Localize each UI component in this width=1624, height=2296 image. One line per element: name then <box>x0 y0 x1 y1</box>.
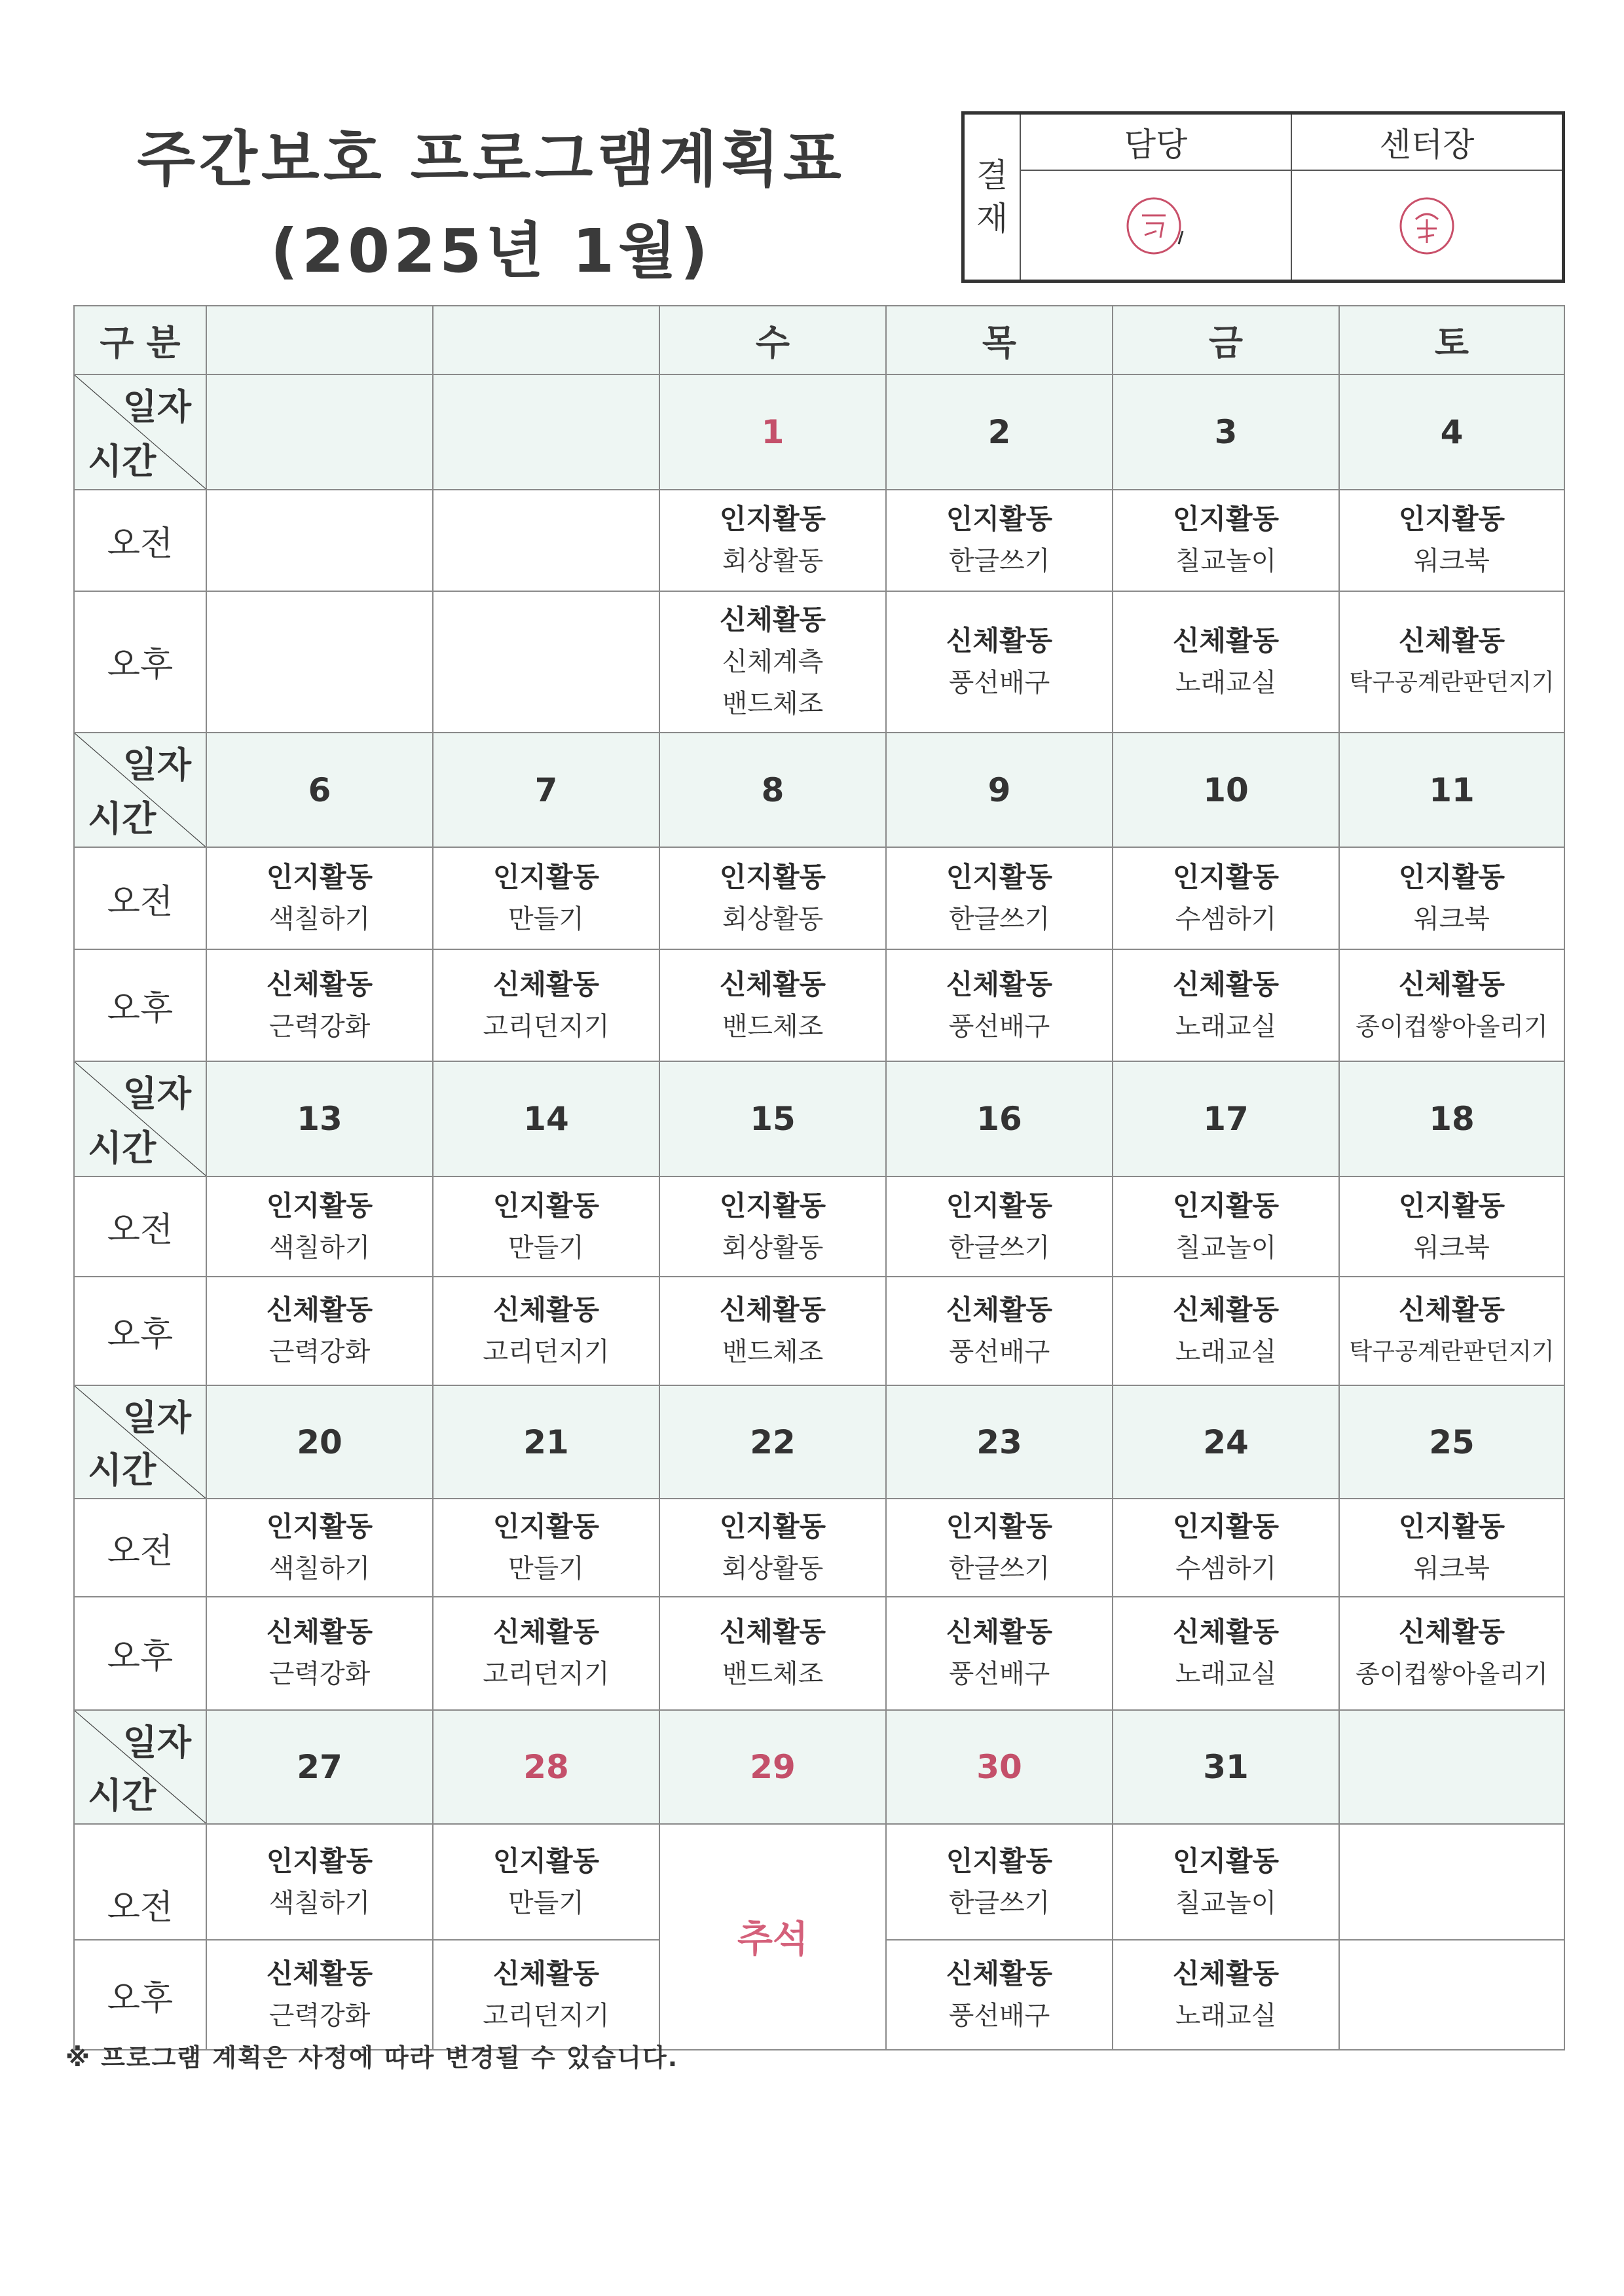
approval-sign-staff <box>1020 170 1291 280</box>
date-cell: 21 <box>433 1385 659 1499</box>
date-cell: 7 <box>433 733 659 848</box>
page-subtitle: (2025년 1월) <box>270 216 712 286</box>
activity-cell: 인지활동 워크북 <box>1339 847 1564 949</box>
row-label-am: 오전 <box>74 847 206 949</box>
date-cell: 31 <box>1113 1710 1339 1824</box>
activity-cell: 인지활동 한글쓰기 <box>886 1499 1113 1596</box>
activity-cell: 인지활동 색칠하기 <box>206 1824 433 1941</box>
am-row <box>74 490 1564 591</box>
row-label-pm: 오후 <box>74 1940 206 2050</box>
header-day: 수 <box>659 306 886 374</box>
approval-sign-director <box>1291 170 1562 280</box>
date-cell-holiday: 29 <box>659 1710 886 1824</box>
activity-cell: 인지활동 수셈하기 <box>1113 847 1339 949</box>
date-row <box>74 733 1564 848</box>
activity-cell: 신체활동 노래교실 <box>1113 949 1339 1062</box>
holiday-cell <box>659 1824 886 2050</box>
am-row <box>74 847 1564 949</box>
activity-cell: 신체활동 탁구공계란판던지기 <box>1339 591 1564 733</box>
activity-cell: 신체활동 밴드체조 <box>659 1277 886 1385</box>
date-time-corner: 일자 시간 <box>74 374 206 490</box>
date-cell: 24 <box>1113 1385 1339 1499</box>
row-label-pm: 오후 <box>74 949 206 1062</box>
activity-cell: 인지활동 만들기 <box>433 1499 659 1596</box>
approval-side-label: 결 재 <box>976 156 1008 238</box>
schedule-table <box>73 305 1565 2050</box>
activity-cell: 신체활동 풍선배구 <box>886 1597 1113 1711</box>
date-row <box>74 1061 1564 1176</box>
approval-col-director: 센터장 <box>1291 115 1562 170</box>
pm-row <box>74 949 1564 1062</box>
activity-cell <box>206 591 433 733</box>
activity-cell: 인지활동 회상활동 <box>659 847 886 949</box>
header-gubun: 구 분 <box>74 306 206 374</box>
activity-cell: 신체활동 풍선배구 <box>886 591 1113 733</box>
date-cell: 3 <box>1113 374 1339 490</box>
activity-cell: 인지활동 칠교놀이 <box>1113 1176 1339 1277</box>
date-time-corner: 일자 시간 <box>74 1710 206 1824</box>
activity-cell: 신체활동 종이컵쌓아올리기 <box>1339 949 1564 1062</box>
date-cell: 27 <box>206 1710 433 1824</box>
approval-box <box>961 111 1565 283</box>
activity-cell: 인지활동 만들기 <box>433 847 659 949</box>
date-cell <box>433 374 659 490</box>
approval-col-staff: 담당 <box>1020 115 1291 170</box>
date-time-corner: 일자 시간 <box>74 1061 206 1176</box>
date-cell-holiday: 30 <box>886 1710 1113 1824</box>
header-day: 토 <box>1339 306 1564 374</box>
activity-cell: 신체활동 근력강화 <box>206 1277 433 1385</box>
date-time-corner: 일자 시간 <box>74 733 206 848</box>
activity-cell: 신체활동 근력강화 <box>206 1597 433 1711</box>
activity-cell: 신체활동 고리던지기 <box>433 1277 659 1385</box>
holiday-label: 추석 <box>737 1918 809 1961</box>
activity-cell: 신체활동 신체계측 밴드체조 <box>659 591 886 733</box>
date-cell <box>206 374 433 490</box>
date-cell: 17 <box>1113 1061 1339 1176</box>
date-cell: 22 <box>659 1385 886 1499</box>
date-cell: 25 <box>1339 1385 1564 1499</box>
seal-stamp-icon <box>1120 189 1192 261</box>
activity-cell: 신체활동 종이컵쌓아올리기 <box>1339 1597 1564 1711</box>
activity-cell <box>1339 1824 1564 1941</box>
activity-cell: 인지활동 한글쓰기 <box>886 847 1113 949</box>
activity-cell: 신체활동 노래교실 <box>1113 591 1339 733</box>
date-cell: 8 <box>659 733 886 848</box>
am-row <box>74 1499 1564 1596</box>
page-title: 주간보호 프로그램계획표 <box>137 124 845 194</box>
date-cell: 9 <box>886 733 1113 848</box>
seal-stamp-icon <box>1391 189 1463 261</box>
activity-cell: 인지활동 색칠하기 <box>206 847 433 949</box>
activity-cell: 인지활동 워크북 <box>1339 490 1564 591</box>
footnote: ※ 프로그램 계획은 사정에 따라 변경될 수 있습니다. <box>65 2043 679 2072</box>
date-row <box>74 1710 1564 1824</box>
activity-cell: 인지활동 칠교놀이 <box>1113 1824 1339 1941</box>
row-label-am: 오전 <box>74 1499 206 1596</box>
activity-cell: 인지활동 한글쓰기 <box>886 1824 1113 1941</box>
activity-cell <box>206 490 433 591</box>
date-cell: 11 <box>1339 733 1564 848</box>
header-row <box>74 306 1564 374</box>
activity-cell: 인지활동 회상활동 <box>659 1176 886 1277</box>
date-cell: 18 <box>1339 1061 1564 1176</box>
activity-cell: 인지활동 색칠하기 <box>206 1499 433 1596</box>
activity-cell: 인지활동 만들기 <box>433 1824 659 1941</box>
activity-cell: 인지활동 만들기 <box>433 1176 659 1277</box>
date-cell: 2 <box>886 374 1113 490</box>
activity-cell: 인지활동 회상활동 <box>659 1499 886 1596</box>
date-cell <box>1339 1710 1564 1824</box>
date-cell-holiday: 1 <box>659 374 886 490</box>
activity-cell <box>433 490 659 591</box>
am-row <box>74 1824 1564 1941</box>
activity-cell <box>1339 1940 1564 2050</box>
date-cell: 20 <box>206 1385 433 1499</box>
activity-cell: 인지활동 한글쓰기 <box>886 490 1113 591</box>
activity-cell: 인지활동 워크북 <box>1339 1499 1564 1596</box>
activity-cell: 인지활동 한글쓰기 <box>886 1176 1113 1277</box>
date-row <box>74 1385 1564 1499</box>
header-day: 목 <box>886 306 1113 374</box>
pm-row <box>74 591 1564 733</box>
activity-cell: 신체활동 근력강화 <box>206 1940 433 2050</box>
activity-cell: 신체활동 고리던지기 <box>433 949 659 1062</box>
activity-cell: 신체활동 고리던지기 <box>433 1940 659 2050</box>
pm-row <box>74 1597 1564 1711</box>
header-day <box>206 306 433 374</box>
header-day: 금 <box>1113 306 1339 374</box>
date-cell: 4 <box>1339 374 1564 490</box>
date-row <box>74 374 1564 490</box>
activity-cell: 신체활동 풍선배구 <box>886 1277 1113 1385</box>
activity-cell: 신체활동 근력강화 <box>206 949 433 1062</box>
row-label-pm: 오후 <box>74 591 206 733</box>
activity-cell: 인지활동 색칠하기 <box>206 1176 433 1277</box>
activity-cell: 신체활동 고리던지기 <box>433 1597 659 1711</box>
row-label-am: 오전 <box>74 490 206 591</box>
activity-cell: 신체활동 노래교실 <box>1113 1277 1339 1385</box>
date-cell: 10 <box>1113 733 1339 848</box>
activity-cell: 인지활동 수셈하기 <box>1113 1499 1339 1596</box>
activity-cell: 신체활동 탁구공계란판던지기 <box>1339 1277 1564 1385</box>
date-cell: 23 <box>886 1385 1113 1499</box>
activity-cell: 신체활동 밴드체조 <box>659 1597 886 1711</box>
pm-row <box>74 1277 1564 1385</box>
activity-cell: 신체활동 밴드체조 <box>659 949 886 1062</box>
header-day <box>433 306 659 374</box>
activity-cell: 신체활동 풍선배구 <box>886 1940 1113 2050</box>
activity-cell: 인지활동 회상활동 <box>659 490 886 591</box>
date-cell-holiday: 28 <box>433 1710 659 1824</box>
activity-cell: 신체활동 노래교실 <box>1113 1940 1339 2050</box>
row-label-pm: 오후 <box>74 1277 206 1385</box>
row-label-am: 오전 <box>74 1176 206 1277</box>
date-cell: 6 <box>206 733 433 848</box>
date-cell: 13 <box>206 1061 433 1176</box>
activity-cell <box>433 591 659 733</box>
activity-cell: 인지활동 칠교놀이 <box>1113 490 1339 591</box>
activity-cell: 인지활동 워크북 <box>1339 1176 1564 1277</box>
activity-cell: 신체활동 풍선배구 <box>886 949 1113 1062</box>
am-row <box>74 1176 1564 1277</box>
date-cell: 14 <box>433 1061 659 1176</box>
row-label-pm: 오후 <box>74 1597 206 1711</box>
date-cell: 15 <box>659 1061 886 1176</box>
date-time-corner: 일자 시간 <box>74 1385 206 1499</box>
activity-cell: 신체활동 노래교실 <box>1113 1597 1339 1711</box>
date-cell: 16 <box>886 1061 1113 1176</box>
row-label-am: 오전 <box>74 1824 206 1941</box>
